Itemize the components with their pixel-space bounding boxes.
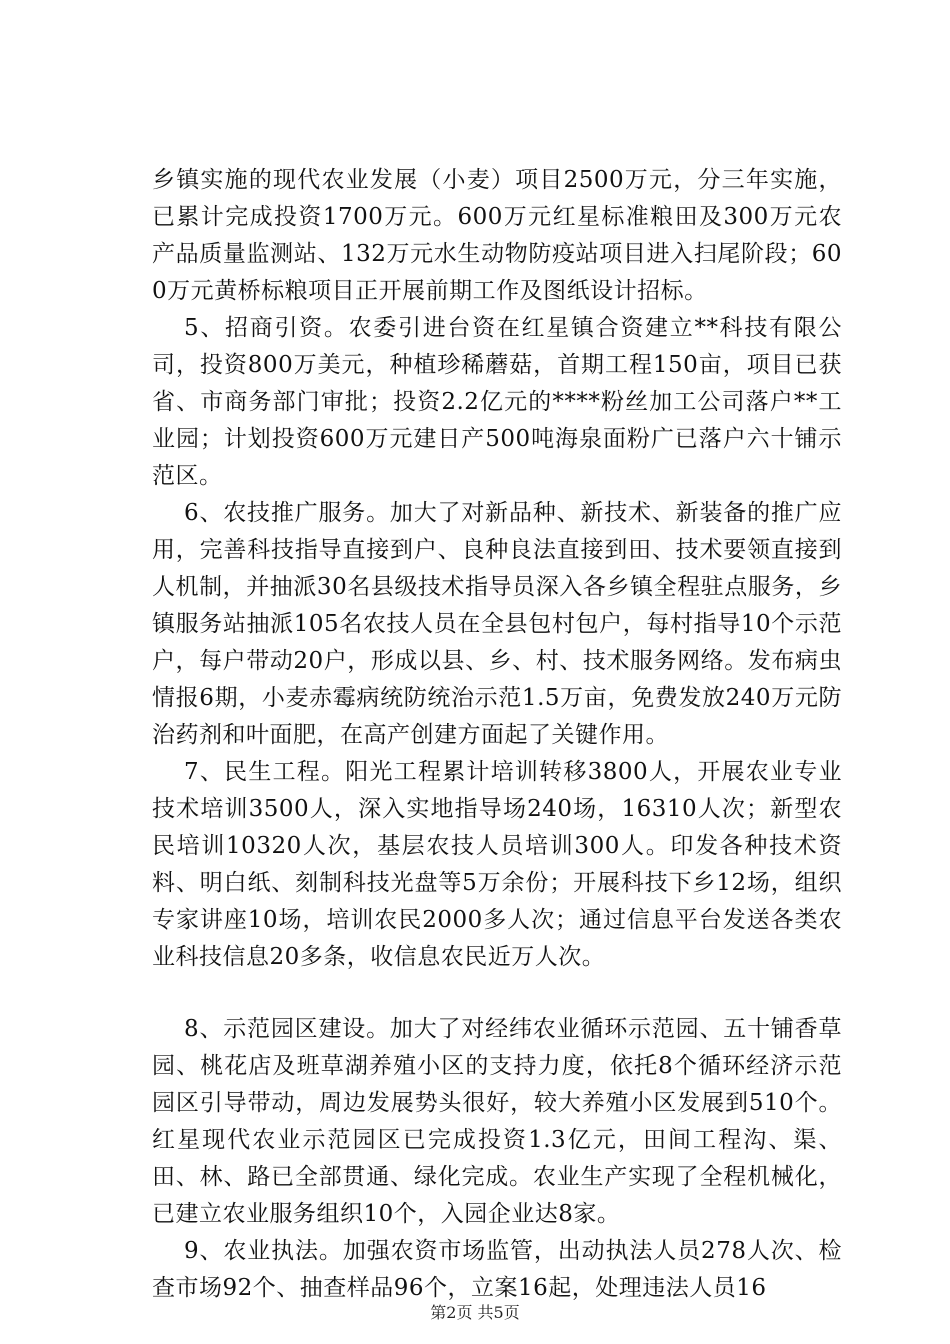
document-body (152, 162, 842, 1307)
paragraph-investment-attraction: 5、招商引资。农委引进台资在红星镇合资建立**科技有限公司，投资800万美元，种植珍稀蘑菇，首期工程150亩，项目已获省、市商务部门审批；投资2.2亿元的****粉丝加工公司落户**工业园；计划投资600万元建日产500吨海泉面粉广已落户六十铺示范区。 (152, 315, 842, 489)
paragraph-project-investment: 乡镇实施的现代农业发展（小麦）项目2500万元，分三年实施，已累计完成投资1700万元。600万元红星标准粮田及300万元农产品质量监测站、132万元水生动物防疫站项目进入扫尾阶段；600万元黄桥标粮项目正开展前期工作及图纸设计招标。 (152, 167, 842, 304)
paragraph-livelihood-project: 7、民生工程。阳光工程累计培训转移3800人，开展农业专业技术培训3500人，深入实地指导场240场，16310人次；新型农民培训10320人次，基层农技人员培训300人。印发各种技术资料、明白纸、刻制科技光盘等5万余份；开展科技下乡12场，组织专家讲座10场，培训农民2000多人次；通过信息平台发送各类农业科技信息20多条，收信息农民近万人次。 (152, 759, 842, 970)
page-number-footer: 第2页 共5页 (430, 1303, 520, 1322)
paragraph-spacer (152, 976, 842, 1011)
paragraph-agri-law-enforcement: 9、农业执法。加强农资市场监管，出动执法人员278人次、检查市场92个、抽查样品96个，立案16起，处理违法人员16 (152, 1238, 842, 1301)
paragraph-demo-park-construction: 8、示范园区建设。加大了对经纬农业循环示范园、五十铺香草园、桃花店及班草湖养殖小区的支持力度，依托8个循环经济示范园区引导带动，周边发展势头很好，较大养殖小区发展到510个。红星现代农业示范园区已完成投资1.3亿元，田间工程沟、渠、田、林、路已全部贯通、绿化完成。农业生产实现了全程机械化，已建立农业服务组织10个，入园企业达8家。 (152, 1016, 842, 1227)
paragraph-agri-tech-extension: 6、农技推广服务。加大了对新品种、新技术、新装备的推广应用，完善科技指导直接到户、良种良法直接到田、技术要领直接到人机制，并抽派30名县级技术指导员深入各乡镇全程驻点服务，乡镇服务站抽派105名农技人员在全县包村包户，每村指导10个示范户，每户带动20户，形成以县、乡、村、技术服务网络。发布病虫情报6期，小麦赤霉病统防统治示范1.5万亩，免费发放240万元防治药剂和叶面肥，在高产创建方面起了关键作用。 (152, 500, 842, 748)
